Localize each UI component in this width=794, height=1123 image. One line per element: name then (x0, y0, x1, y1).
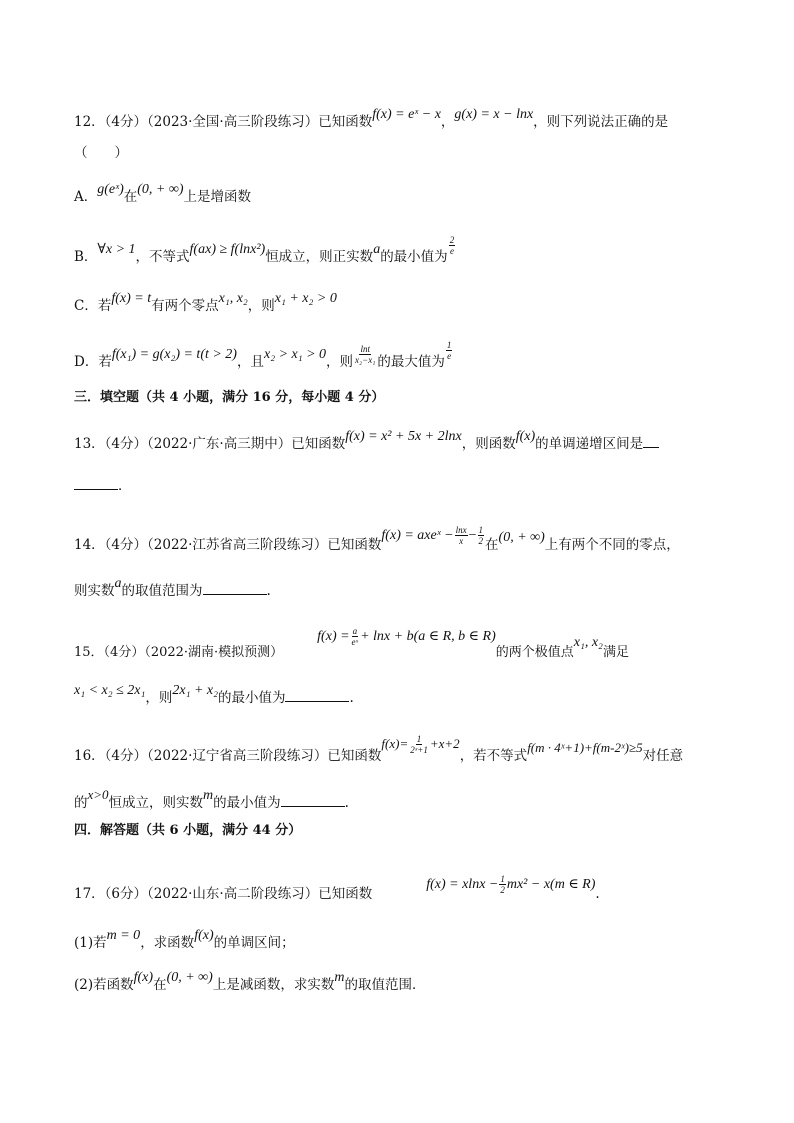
q16-f-def2: +x+2 (429, 736, 460, 751)
q15-t1: 的两个极值点 (495, 645, 574, 660)
q14-minus: − (468, 528, 477, 543)
q15-end: . (349, 690, 354, 706)
q12-option-b-answer-fraction (449, 235, 456, 256)
q17-part2-var: m (334, 970, 345, 985)
q14-t2: 上有两个不同的零点， (544, 537, 680, 553)
q12-option-a (74, 182, 734, 207)
q14-frac1 (455, 525, 468, 546)
q14-frac2-num: 1 (478, 525, 484, 535)
q13-blank-part1 (643, 435, 659, 448)
q16-frac-num: 1 (416, 734, 422, 744)
q14-line2-t1: 则实数 (74, 583, 115, 599)
q12-option-d-ans-num: 1 (446, 340, 452, 350)
q16-answer-blank (281, 794, 345, 807)
q16-frac (409, 734, 429, 755)
q15-frac (351, 626, 360, 647)
q14-frac2-den: 2 (478, 536, 484, 546)
q15-frac-num: a (352, 626, 358, 636)
q12-suffix: ，则下列说法正确的是 (533, 114, 669, 130)
q14-var: a (114, 576, 122, 591)
q12-option-d-frac-num: lnt (360, 344, 370, 354)
q12-option-d-ans-den: e (447, 351, 452, 361)
q15-t4: 的最小值为 (217, 690, 286, 706)
q13-f: f(x) (515, 429, 536, 444)
q12-option-d (74, 340, 734, 373)
q17-part1-t1: (1)若 (74, 935, 107, 951)
q16-t1: ，若不等式 (459, 748, 528, 764)
q12-option-b-t1: ，不等式 (135, 249, 190, 265)
q14-frac1-num: lnx (455, 525, 467, 535)
q14-prefix: 14．（4分）（2022·江苏省高三阶段练习）已知函数 (74, 537, 382, 553)
q13-f-def: f(x) = x² + 5x + 2lnx (345, 429, 462, 444)
q12-option-b-t3: 的最小值为 (380, 249, 448, 265)
q12-option-c (74, 291, 734, 316)
q12-option-a-expr2: (0, + ∞) (137, 182, 184, 197)
q16-f-def1: f(x)= (381, 736, 409, 751)
q17-part2-f: f(x) (133, 970, 154, 985)
q14-frac1-den: x (459, 536, 464, 546)
q17-frac (499, 874, 506, 895)
q12-option-b (74, 235, 734, 268)
q12-option-b-frac-num: 2 (449, 235, 455, 245)
q12-option-c-label: C．若 (74, 298, 112, 314)
q13-blank-part2 (74, 477, 118, 490)
q16-var: m (203, 788, 214, 803)
q12-prefix: 12．（4分）（2023·全国·高三阶段练习）已知函数 (74, 114, 373, 130)
q12-option-a-t1: 在 (123, 189, 138, 205)
q12-option-d-expr2: x₂ > x₁ > 0 (263, 347, 327, 362)
q12-option-d-label: D．若 (74, 354, 112, 370)
q12-option-b-expr1: ∀x > 1 (97, 242, 136, 257)
q14-t1: 在 (485, 537, 499, 553)
q12-option-b-t2: 恒成立，则正实数 (265, 249, 374, 265)
q17-part1-f: f(x) (194, 928, 214, 943)
q15-t3: ，则 (145, 690, 173, 706)
q17-part1-t2: ，求函数 (140, 935, 195, 951)
q17-frac-den: 2 (500, 885, 505, 895)
q13-t2: 的单调递增区间是 (535, 436, 644, 452)
q13-stem-line2 (74, 477, 734, 495)
q12-option-d-fraction (354, 344, 376, 365)
q16-t2: 对任意 (642, 748, 684, 764)
q14-f-def1: f(x) = axeˣ − (381, 528, 454, 543)
q15-frac-den: eˣ (351, 637, 359, 647)
q12-option-b-var: a (373, 242, 381, 257)
q12-paren: （ ） (74, 145, 128, 161)
q14-frac2 (478, 525, 485, 546)
q15-stem (74, 626, 734, 660)
q16-ineq: f(m · 4ˣ+1)+f(m-2ˣ)≥5 (527, 740, 643, 755)
q15-pts: x₁, x₂ (573, 635, 603, 650)
q17-f-def (426, 874, 595, 895)
q12-option-c-expr1: f(x) = t (111, 291, 152, 306)
q14-answer-blank (203, 582, 267, 595)
q17-part-2 (74, 970, 734, 995)
q16-line2-t2: 恒成立，则实数 (108, 795, 204, 811)
q12-option-b-label: B． (74, 249, 98, 265)
q15-t2: 满足 (602, 645, 629, 660)
q17-part2-t4: 的取值范围． (344, 977, 426, 993)
q12-g-def: g(x) = x − lnx (454, 107, 534, 122)
q12-option-d-frac-den: x₂−x₁ (355, 355, 376, 365)
q14-stem-line2 (74, 576, 734, 601)
q16-end: . (344, 795, 349, 811)
q16-f-def (381, 734, 459, 755)
q17-f-def1: f(x) = xlnx − (426, 877, 499, 892)
q15-f-def (317, 626, 496, 647)
q16-line2-t3: 的最小值为 (213, 795, 281, 811)
q12-option-b-expr2: f(ax) ≥ f(lnx²) (189, 242, 266, 257)
q12-stem (74, 107, 734, 132)
q17-part-1 (74, 928, 734, 953)
q13-t1: ，则函数 (461, 436, 516, 452)
q13-stem (74, 429, 734, 454)
q17-part2-t3: 上是减函数，求实数 (212, 977, 335, 993)
q12-option-c-t2: ，则 (247, 298, 275, 314)
section-3-heading: 三．填空题（共 4 小题，满分 16 分，每小题 4 分） (74, 390, 385, 405)
q17-part1-cond: m = 0 (106, 928, 141, 943)
q14-end: . (266, 583, 271, 599)
q12-option-a-expr1: g(eˣ) (97, 182, 124, 197)
q15-f-def1: f(x) = (317, 629, 350, 644)
q15-cond: x₁ < x₂ ≤ 2x₁ (74, 683, 146, 698)
q17-f-def2: mx² − x(m ∈ R) (506, 877, 596, 892)
q12-option-d-t3: 的最大值为 (377, 354, 445, 370)
q12-option-c-t1: 有两个零点 (151, 298, 219, 314)
q16-line2-t1: 的 (74, 795, 88, 811)
q14-line2-t2: 的取值范围为 (121, 583, 203, 599)
q16-prefix: 16．（4分）（2022·辽宁省高三阶段练习）已知函数 (74, 748, 382, 764)
q16-cond: x>0 (87, 787, 109, 802)
q17-stem (74, 874, 734, 905)
q16-stem-line2 (74, 787, 734, 813)
q15-prefix: 15．（4分）（2022·湖南·模拟预测） (74, 645, 284, 660)
q12-comma: ， (440, 114, 455, 130)
q12-option-d-t1: ，且 (236, 354, 264, 370)
q17-part1-t3: 的单调区间； (213, 935, 295, 951)
q14-stem (74, 525, 734, 556)
q14-interval: (0, + ∞) (498, 530, 545, 545)
q16-frac-den: 2ˣ+1 (410, 745, 428, 755)
q15-answer-blank (285, 689, 349, 702)
q12-f-def: f(x) = eˣ − x (372, 107, 441, 122)
q16-stem (74, 734, 734, 767)
q12-option-d-t2: ，则 (326, 354, 354, 370)
section-4-heading: 四．解答题（共 6 小题，满分 44 分） (74, 823, 302, 838)
q12-option-b-frac-den: e (449, 246, 454, 256)
q15-stem-line2 (74, 683, 734, 708)
q12-option-c-expr2: x₁, x₂ (218, 291, 248, 306)
q17-part2-t1: (2)若函数 (74, 977, 134, 993)
q17-frac-num: 1 (500, 874, 505, 884)
q12-option-a-label: A． (74, 189, 98, 205)
q17-part2-interval: (0, + ∞) (166, 970, 213, 985)
q17-part2-t2: 在 (153, 977, 167, 993)
q12-option-c-expr3: x₁ + x₂ > 0 (274, 291, 337, 306)
q12-option-d-expr1: f(x₁) = g(x₂) = t(t > 2) (111, 347, 237, 362)
q13-prefix: 13．（4分）（2022·广东·高三期中）已知函数 (74, 436, 346, 452)
q13-end: ． (118, 478, 132, 494)
q14-f-def (381, 525, 485, 546)
q17-prefix: 17．（6分）（2022·山东·高二阶段练习）已知函数 (74, 886, 373, 902)
q12-option-a-t2: 上是增函数 (183, 189, 252, 205)
q12-option-d-answer-fraction (446, 340, 453, 361)
q15-f-def2: + lnx + b(a ∈ R, b ∈ R) (360, 629, 496, 644)
q15-expr: 2x₁ + x₂ (172, 683, 218, 698)
q17-end: . (595, 886, 600, 902)
